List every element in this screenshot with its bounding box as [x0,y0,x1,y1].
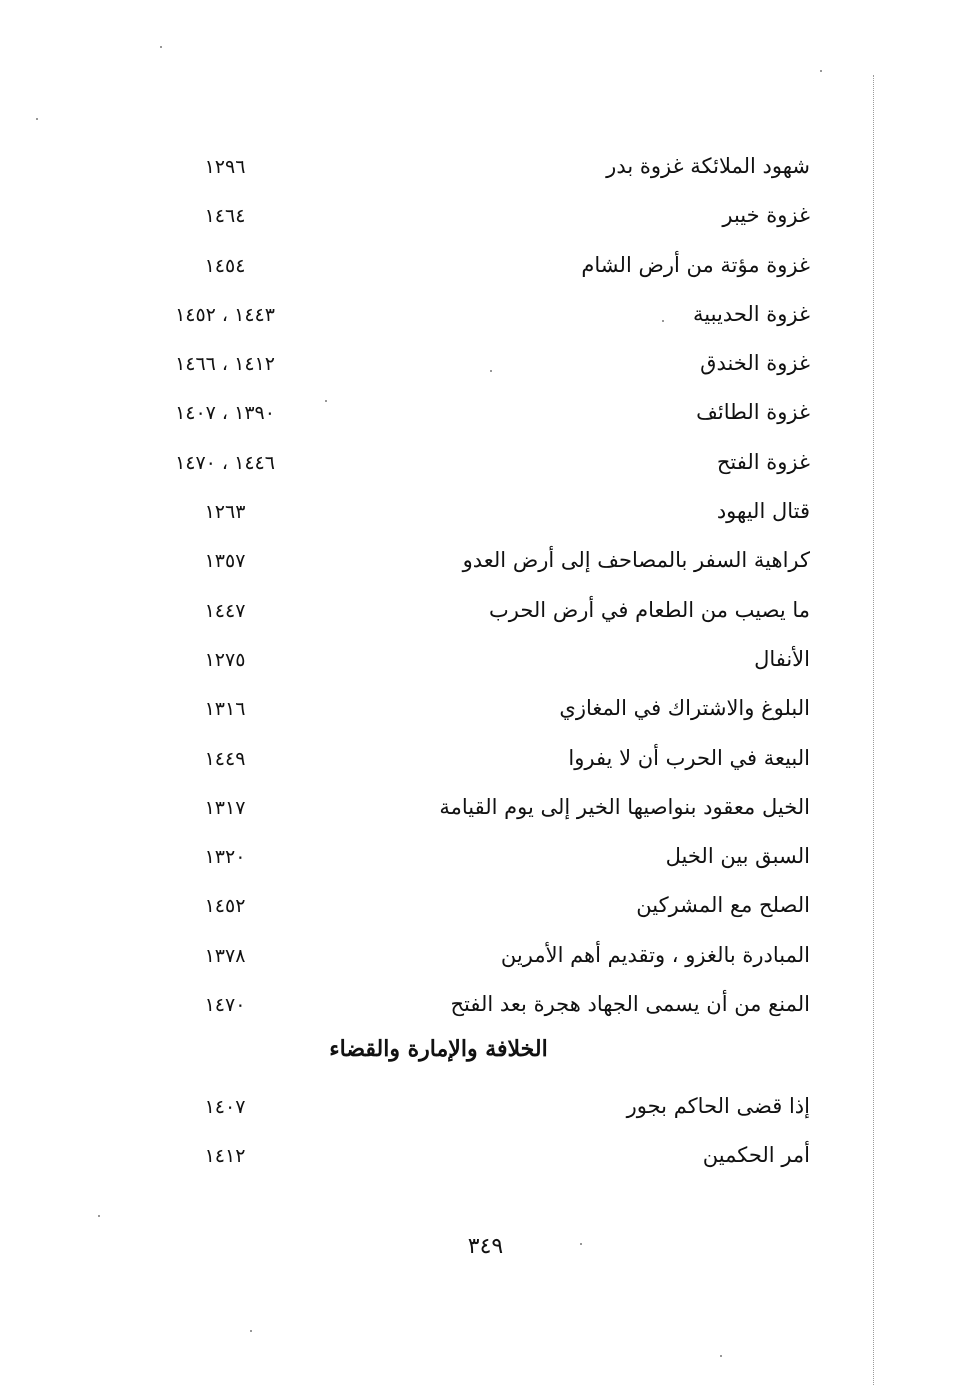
entry-title: قتال اليهود [716,499,810,524]
entry-title: الخيل معقود بنواصيها الخير إلى يوم القيامة [439,794,810,819]
index-row [150,881,810,930]
entry-pages: ١٢٩٦ [204,156,246,178]
entry-title: غزوة الحديبية [693,301,810,326]
entry-title: المبادرة بالغزو ، وتقديم أهم الأمرين [500,942,810,967]
entry-pages: ١٤١٢ ، ١٤٦٦ [175,353,275,376]
scan-margin-line [873,75,874,1385]
scan-speck [98,1215,100,1217]
entry-title: غزوة الفتح [716,449,810,474]
entry-pages: ١٣٥٧ [204,550,246,573]
index-row [150,586,810,635]
index-row [150,438,810,487]
entry-pages: ١٢٦٣ [204,501,246,524]
entry-title: البلوغ والاشتراك في المغازي [559,696,810,721]
scan-speck [820,70,822,72]
entry-pages: ١٣٧٨ [204,944,246,967]
entry-title: شهود الملائكة غزوة بدر [606,154,810,178]
entry-title: الأنفال [754,646,810,671]
entry-title: المنع من أن يسمى الجهاد هجرة بعد الفتح [450,992,810,1017]
section-heading-text: الخلافة والإمارة والقضاء [329,1036,548,1062]
entry-title: كراهية السفر بالمصاحف إلى أرض العدو [462,548,810,573]
index-row [150,635,810,684]
index-row [150,241,810,290]
entry-title: الصلح مع المشركين [636,893,810,918]
scan-speck [36,118,38,120]
entry-pages: ١٣٢٠ [204,846,246,869]
entry-pages: ١٤٤٦ ، ١٤٧٠ [175,451,275,474]
entry-pages: ١٤٥٢ [204,895,246,918]
page-number-text: ٣٤٩ [467,1234,504,1259]
index-row [150,684,810,733]
index-row [150,783,810,832]
entry-title: أمر الحكمين [702,1143,810,1168]
entry-pages: ١٤١٢ [204,1145,246,1168]
entry-title: غزوة مؤتة من أرض الشام [581,252,810,277]
index-row [150,536,810,585]
entry-title: السبق بين الخيل [665,844,810,869]
entry-title: غزوة الطائف [696,400,810,425]
index-row [150,980,810,1029]
index-row [150,388,810,437]
index-list [150,142,810,1029]
entry-pages: ١٣١٧ [204,796,246,819]
entry-pages: ١٤٠٧ [204,1096,246,1118]
index-row [150,487,810,536]
entry-pages: ١٤٤٣ ، ١٤٥٢ [175,303,275,326]
index-row [150,339,810,388]
index-row [150,1131,810,1180]
index-row [150,1082,810,1131]
entry-pages: ١٤٤٩ [204,747,246,770]
entry-pages: ١٤٧٠ [204,994,246,1017]
entry-pages: ١٢٧٥ [204,648,246,671]
index-row [150,734,810,783]
entry-pages: ١٤٤٧ [204,599,246,622]
section-index-list [150,1082,810,1181]
index-row [150,832,810,881]
entry-title: غزوة خيبر [722,203,810,228]
index-row [150,142,810,191]
entry-title: البيعة في الحرب أن لا يفروا [568,745,810,770]
entry-pages: ١٣١٦ [204,698,246,721]
index-row [150,931,810,980]
entry-title: ما يصيب من الطعام في أرض الحرب [489,597,810,622]
page-number [0,1234,977,1259]
entry-pages: ١٤٦٤ [204,205,246,228]
entry-pages: ١٤٥٤ [204,254,246,277]
entry-title: إذا قضى الحاكم بجور [626,1094,810,1118]
entry-pages: ١٣٩٠ ، ١٤٠٧ [175,402,275,425]
scan-speck [250,1330,252,1332]
index-row [150,191,810,240]
index-row [150,290,810,339]
entry-title: غزوة الخندق [700,351,810,376]
scan-speck [720,1355,722,1357]
section-heading [0,1036,977,1062]
scan-speck [160,46,162,48]
